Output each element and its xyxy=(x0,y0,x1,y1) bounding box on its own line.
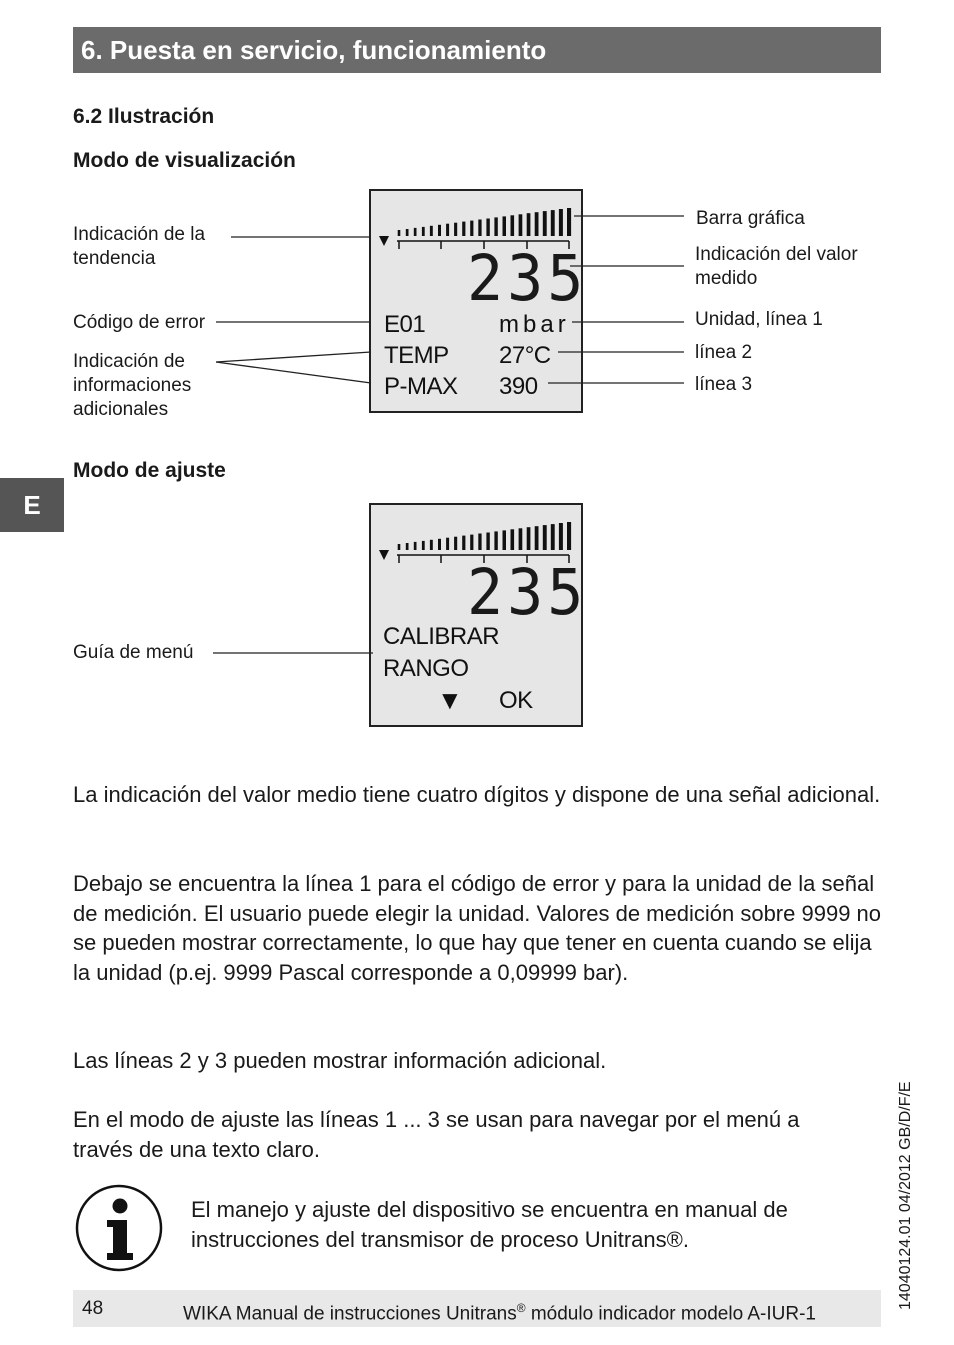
lcd-line1-left: E01 xyxy=(384,311,426,338)
paragraph-1: La indicación del valor medio tiene cuatro dígitos y dispone de una señal adicional. xyxy=(73,782,881,807)
lcd-line3-left: P-MAX xyxy=(384,373,458,400)
label-additional-info: Indicación de informaciones adicionales xyxy=(73,351,192,420)
paragraph-3: Las líneas 2 y 3 pueden mostrar información adicional. xyxy=(73,1048,607,1073)
label-unit-line1: Unidad, línea 1 xyxy=(695,309,823,330)
section-title: 6.2 Ilustración xyxy=(73,105,215,128)
label-trend: Indicación de la tendencia xyxy=(73,224,206,269)
label-menu-guide: Guía de menú xyxy=(73,642,194,663)
header-title: 6. Puesta en servicio, funcionamiento xyxy=(81,35,547,65)
document-code: 14040124.01 04/2012 GB/D/F/E xyxy=(897,1081,914,1310)
paragraph-2: Debajo se encuentra la línea 1 para el código de error y para la unidad de la señal de medición. El usuario puede elegir la unidad. Valores de medición sobre 9999 no se pueden mostrar correctamente, lo que hay que tener en cuenta cuando se elija la unidad (p.ej. 9999 Pascal corresponde a 0,09999 bar). xyxy=(73,871,882,985)
adjust-mode-heading: Modo de ajuste xyxy=(73,459,226,482)
lcd-menu-line2: RANGO xyxy=(383,655,469,682)
lcd-line2-left: TEMP xyxy=(384,342,449,369)
lcd-menu-line1: CALIBRAR xyxy=(383,623,500,650)
label-error-code: Código de error xyxy=(73,312,206,333)
footer-text: WIKA Manual de instrucciones Unitrans® módulo indicador modelo A-IUR-1 xyxy=(183,1301,816,1325)
label-measured-value: Indicación del valor medido xyxy=(695,244,858,289)
lcd-line1-right: mbar xyxy=(499,311,570,338)
measured-value-digits: 235 xyxy=(467,556,588,630)
lcd-ok: OK xyxy=(499,687,533,714)
measured-value-digits: 235 xyxy=(467,242,588,316)
language-tab: E xyxy=(0,478,64,532)
info-note-text: El manejo y ajuste del dispositivo se encuentra en manual de instrucciones del transmisor de proceso Unitrans®. xyxy=(191,1197,788,1252)
label-line3: línea 3 xyxy=(695,374,753,395)
lcd-line2-right: 27°C xyxy=(499,342,551,369)
display-mode-heading: Modo de visualización xyxy=(73,149,296,172)
label-line2: línea 2 xyxy=(695,342,753,363)
label-bar-graph: Barra gráfica xyxy=(696,208,805,229)
info-icon xyxy=(74,1183,164,1273)
page-number: 48 xyxy=(82,1298,104,1319)
paragraph-4: En el modo de ajuste las líneas 1 ... 3 se usan para navegar por el menú a través de una texto claro. xyxy=(73,1107,800,1162)
lcd-line3-right: 390 xyxy=(499,373,538,400)
down-arrow-icon: ▼ xyxy=(437,685,463,715)
page-footer xyxy=(73,1290,881,1327)
